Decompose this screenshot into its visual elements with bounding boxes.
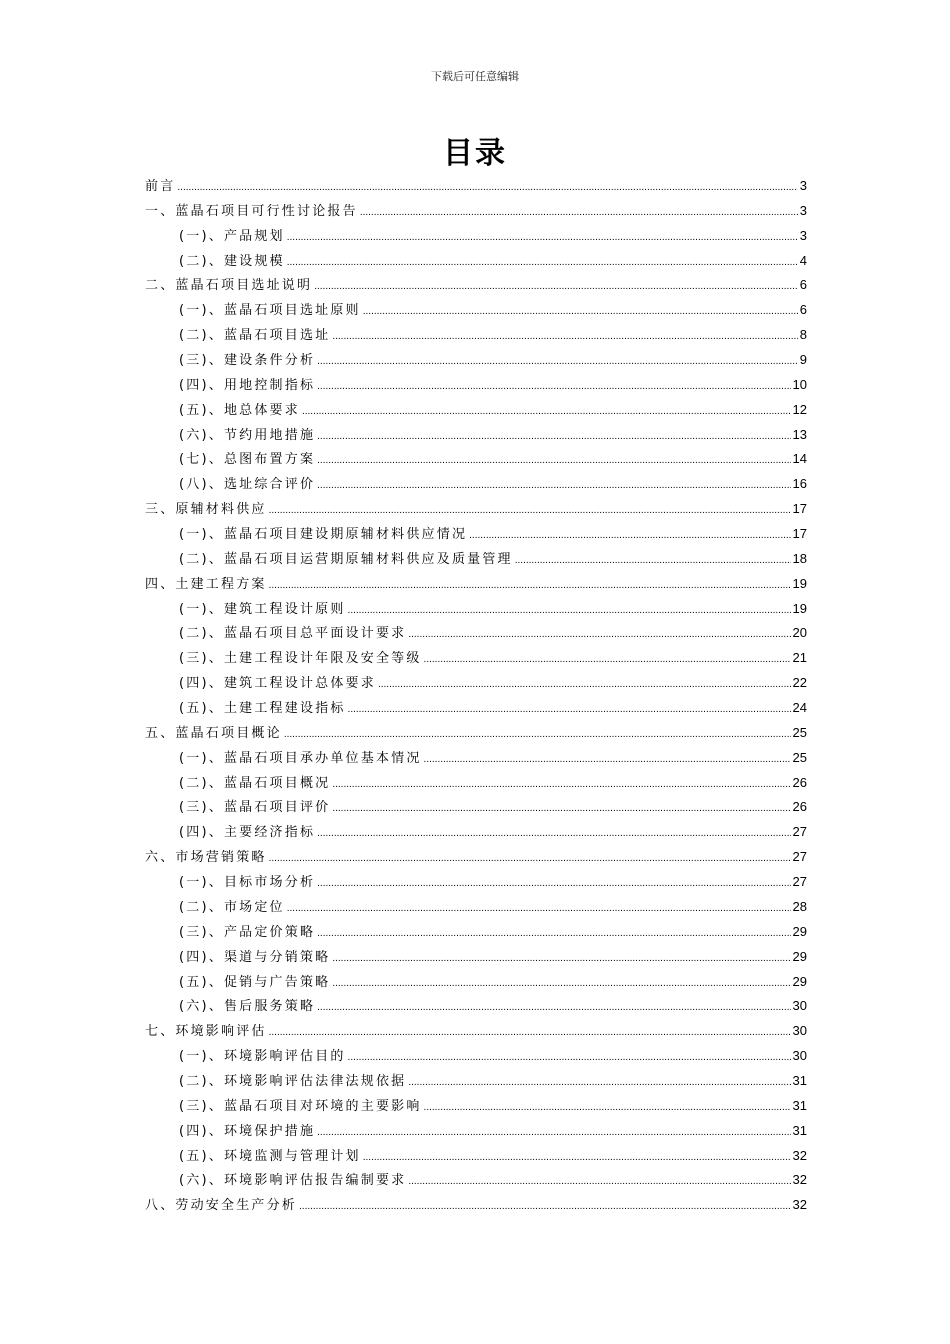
toc-dot-leader [348, 599, 791, 624]
toc-page-number: 22 [792, 675, 807, 691]
toc-entry-title: (一)、蓝晶石项目建设期原辅材料供应情况 [179, 527, 468, 543]
toc-page-number: 25 [792, 724, 807, 740]
toc-dot-leader [469, 524, 790, 549]
toc-entry-title: 一、蓝晶石项目可行性讨论报告 [145, 203, 358, 219]
toc-page-number: 29 [792, 973, 807, 989]
toc-entry-title: (二)、蓝晶石项目总平面设计要求 [179, 626, 407, 642]
toc-entry-title: 七、环境影响评估 [145, 1024, 267, 1040]
toc-entry-title: (五)、促销与广告策略 [179, 974, 331, 990]
toc-entry[interactable] [145, 323, 807, 348]
toc-entry-title: (四)、用地控制指标 [179, 377, 316, 393]
toc-dot-leader [299, 1195, 791, 1220]
toc-dot-leader [317, 996, 790, 1021]
toc-entry-title: (五)、环境监测与管理计划 [179, 1148, 361, 1164]
toc-page-number: 28 [792, 898, 807, 914]
toc-entry-title: (三)、蓝晶石项目评价 [179, 800, 331, 816]
toc-entry[interactable] [145, 820, 807, 845]
toc-dot-leader [424, 648, 791, 673]
toc-dot-leader [348, 1046, 791, 1071]
toc-entry[interactable] [145, 249, 807, 274]
toc-entry-title: (二)、市场定位 [179, 899, 285, 915]
toc-entry[interactable] [145, 920, 807, 945]
toc-entry-title: 前言 [145, 179, 176, 194]
toc-entry-title: (四)、渠道与分销策略 [179, 949, 331, 965]
toc-page-number: 29 [792, 923, 807, 939]
toc-dot-leader [317, 449, 790, 474]
toc-page-number: 27 [792, 824, 807, 840]
toc-entry-title: (三)、产品定价策略 [179, 924, 316, 940]
toc-dot-leader [363, 1146, 791, 1171]
toc-entry-title: (六)、售后服务策略 [179, 999, 316, 1015]
toc-page-number: 12 [792, 401, 807, 417]
toc-dot-leader [317, 872, 790, 897]
toc-entry-title: (七)、总图布置方案 [179, 452, 316, 468]
toc-dot-leader [515, 549, 791, 574]
toc-page-number: 30 [792, 998, 807, 1014]
toc-dot-leader [269, 847, 791, 872]
toc-entry[interactable] [145, 398, 807, 423]
toc-entry-title: (二)、蓝晶石项目概况 [179, 775, 331, 791]
toc-entry-title: (一)、建筑工程设计原则 [179, 601, 346, 617]
toc-page-number: 20 [792, 625, 807, 641]
toc-entry[interactable] [145, 1044, 807, 1069]
toc-entry[interactable] [145, 845, 807, 870]
toc-page-number: 19 [792, 600, 807, 616]
toc-entry[interactable] [145, 224, 807, 249]
toc-entry[interactable] [145, 522, 807, 547]
toc-entry[interactable] [145, 671, 807, 696]
toc-page-number: 30 [792, 1048, 807, 1064]
toc-entry-title: (二)、蓝晶石项目选址 [179, 328, 331, 344]
toc-page-number: 32 [792, 1147, 807, 1163]
toc-entry[interactable] [145, 696, 807, 721]
toc-page-number: 24 [792, 700, 807, 716]
toc-dot-leader [317, 350, 798, 375]
toc-dot-leader [317, 822, 790, 847]
toc-dot-leader [360, 201, 798, 226]
toc-entry-title: 五、蓝晶石项目概论 [145, 725, 282, 741]
toc-page-number: 6 [799, 302, 807, 318]
toc-page-number: 25 [792, 749, 807, 765]
toc-entry[interactable] [145, 795, 807, 820]
toc-page-number: 17 [792, 501, 807, 517]
toc-entry[interactable] [145, 447, 807, 472]
toc-page-number: 6 [799, 277, 807, 293]
toc-dot-leader [317, 922, 790, 947]
toc-entry[interactable] [145, 199, 807, 224]
table-of-contents [145, 174, 807, 1218]
toc-dot-leader [363, 300, 798, 325]
toc-entry[interactable] [145, 298, 807, 323]
toc-entry[interactable] [145, 870, 807, 895]
toc-dot-leader [317, 474, 790, 499]
toc-page-number: 30 [792, 1023, 807, 1039]
toc-entry[interactable] [145, 373, 807, 398]
toc-entry[interactable] [145, 1193, 807, 1218]
toc-page-number: 32 [792, 1197, 807, 1213]
toc-entry[interactable] [145, 423, 807, 448]
toc-dot-leader [332, 797, 790, 822]
toc-entry[interactable] [145, 895, 807, 920]
toc-dot-leader [287, 251, 798, 276]
toc-entry-title: 四、土建工程方案 [145, 576, 267, 592]
toc-entry-title: (一)、目标市场分析 [179, 875, 316, 891]
toc-entry[interactable] [145, 945, 807, 970]
toc-page-number: 27 [792, 874, 807, 890]
toc-entry[interactable] [145, 1119, 807, 1144]
toc-dot-leader [348, 698, 791, 723]
toc-page-number: 3 [799, 178, 807, 193]
toc-entry[interactable] [145, 547, 807, 572]
toc-entry[interactable] [145, 1144, 807, 1169]
toc-entry[interactable] [145, 746, 807, 771]
toc-dot-leader [269, 499, 791, 524]
toc-page-number: 8 [799, 327, 807, 343]
toc-dot-leader [269, 574, 791, 599]
toc-page-number: 31 [792, 1097, 807, 1113]
page-title: 目录 [443, 136, 507, 171]
toc-dot-leader [332, 773, 790, 798]
toc-entry-title: (一)、环境影响评估目的 [179, 1049, 346, 1065]
toc-entry-title: (五)、土建工程建设指标 [179, 701, 346, 717]
toc-entry-title: (三)、土建工程设计年限及安全等级 [179, 651, 422, 667]
toc-entry[interactable] [145, 771, 807, 796]
toc-dot-leader [317, 425, 790, 450]
toc-entry-title: 八、劳动安全生产分析 [145, 1198, 298, 1214]
toc-entry[interactable] [145, 472, 807, 497]
toc-entry[interactable] [145, 1069, 807, 1094]
toc-page-number: 26 [792, 799, 807, 815]
toc-entry[interactable] [145, 721, 807, 746]
toc-entry-title: (三)、蓝晶石项目对环境的主要影响 [179, 1098, 422, 1114]
toc-entry-title: (八)、选址综合评价 [179, 477, 316, 493]
toc-entry-title: 二、蓝晶石项目选址说明 [145, 278, 313, 294]
toc-entry[interactable] [145, 273, 807, 298]
toc-entry[interactable] [145, 994, 807, 1019]
toc-dot-leader [378, 673, 791, 698]
toc-dot-leader [332, 947, 790, 972]
toc-entry-title: (四)、建筑工程设计总体要求 [179, 676, 376, 692]
toc-entry-title: (一)、产品规划 [179, 228, 285, 244]
toc-dot-leader [317, 375, 790, 400]
toc-entry[interactable] [145, 646, 807, 671]
toc-page-number: 29 [792, 948, 807, 964]
toc-dot-leader [332, 972, 790, 997]
toc-dot-leader [287, 897, 791, 922]
toc-entry[interactable] [145, 174, 807, 199]
toc-entry-title: 三、原辅材料供应 [145, 502, 267, 518]
toc-page-number: 9 [799, 352, 807, 368]
toc-entry[interactable] [145, 1094, 807, 1119]
page-header: 下载后可任意编辑 [431, 70, 519, 83]
toc-dot-leader [424, 1096, 791, 1121]
toc-page-number: 31 [792, 1072, 807, 1088]
toc-dot-leader [284, 723, 791, 748]
toc-entry[interactable] [145, 348, 807, 373]
toc-dot-leader [287, 226, 798, 251]
toc-entry[interactable] [145, 597, 807, 622]
toc-page-number: 31 [792, 1122, 807, 1138]
toc-page-number: 4 [799, 252, 807, 268]
toc-entry-title: (一)、蓝晶石项目选址原则 [179, 303, 361, 319]
toc-entry-title: (二)、环境影响评估法律法规依据 [179, 1073, 407, 1089]
toc-page-number: 10 [792, 376, 807, 392]
toc-page-number: 14 [792, 451, 807, 467]
toc-dot-leader [424, 748, 791, 773]
toc-entry-title: (二)、建设规模 [179, 253, 285, 269]
toc-page-number: 19 [792, 575, 807, 591]
toc-entry-title: (二)、蓝晶石项目运营期原辅材料供应及质量管理 [179, 551, 513, 567]
toc-entry[interactable] [145, 572, 807, 597]
toc-entry[interactable] [145, 1168, 807, 1193]
toc-entry[interactable] [145, 970, 807, 995]
toc-dot-leader [408, 1071, 790, 1096]
toc-dot-leader [314, 275, 798, 300]
toc-page-number: 13 [792, 426, 807, 442]
toc-entry-title: (六)、环境影响评估报告编制要求 [179, 1173, 407, 1189]
toc-entry[interactable] [145, 621, 807, 646]
toc-dot-leader [408, 1170, 790, 1195]
toc-dot-leader [332, 325, 797, 350]
toc-entry-title: (一)、蓝晶石项目承办单位基本情况 [179, 750, 422, 766]
toc-entry-title: 六、市场营销策略 [145, 850, 267, 866]
toc-entry[interactable] [145, 497, 807, 522]
toc-dot-leader [269, 1021, 791, 1046]
toc-page-number: 32 [792, 1172, 807, 1188]
toc-page-number: 18 [792, 550, 807, 566]
toc-dot-leader [177, 176, 797, 201]
toc-page-number: 21 [792, 650, 807, 666]
toc-dot-leader [302, 400, 791, 425]
toc-dot-leader [408, 623, 790, 648]
toc-entry-title: (六)、节约用地措施 [179, 427, 316, 443]
toc-entry-title: (四)、主要经济指标 [179, 825, 316, 841]
toc-page-number: 17 [792, 526, 807, 542]
toc-entry[interactable] [145, 1019, 807, 1044]
toc-dot-leader [317, 1121, 790, 1146]
toc-entry-title: (四)、环境保护措施 [179, 1123, 316, 1139]
toc-entry-title: (三)、建设条件分析 [179, 353, 316, 369]
toc-entry-title: (五)、地总体要求 [179, 402, 300, 418]
toc-page-number: 16 [792, 476, 807, 492]
toc-page-number: 3 [799, 227, 807, 243]
toc-page-number: 26 [792, 774, 807, 790]
toc-page-number: 27 [792, 849, 807, 865]
toc-page-number: 3 [799, 202, 807, 218]
